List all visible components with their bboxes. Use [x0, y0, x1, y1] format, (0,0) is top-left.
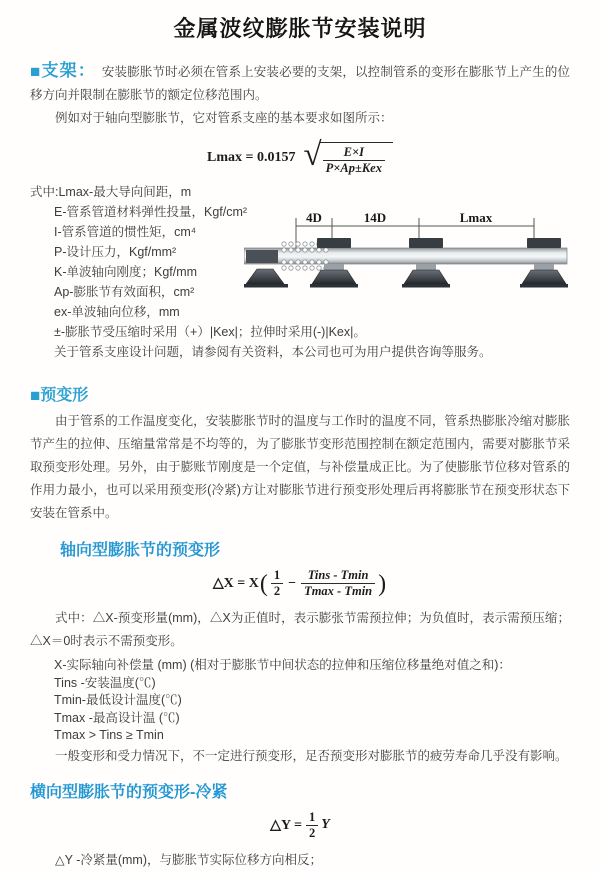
axial-explain: 式中：△X-预变形量(mm)，△X为正值时，表示膨张节需预拉伸；为负值时，表示需预压缩；△X＝0时表示不需预变形。 [30, 611, 570, 648]
formula-lmax-denominator: P×Ap±Kex [323, 160, 385, 176]
predeform-paragraph: 由于管系的工作温度变化，安装膨胀节时的温度与工作时的温度不同，管系热膨胀冷缩对膨胀节产生的拉伸、压缩量常常是不均等的，为了膨胀节变形范围控制在额定范围内，需要对膨胀节采取预变形处理。另外，由于膨账节刚度是一个定值，与补偿量成正比。为了使膨胀节位移对管系的作用力最小，也可以采用预变形(冷紧)方让对膨胀节进行预变形处理后再将膨胀节在预变形状态下安装在管系中。 [30, 414, 570, 520]
half-numerator: 1 [273, 568, 281, 582]
formula-lmax-numerator: E×I [343, 145, 364, 159]
formula-dy-rhs: Y [321, 817, 330, 832]
heading-axial-predeform: 轴向型膨胀节的预变形 [60, 542, 221, 559]
formula-dx-lhs: △X = X [212, 576, 259, 591]
formula-delta-x [30, 568, 570, 599]
definition-item: I-管系管道的惯性矩，cm⁴ [54, 225, 197, 239]
axial-definition-item: Tmin-最低设计温度(℃) [54, 693, 182, 707]
formula-lmax [30, 137, 570, 176]
pipe-support-diagram [244, 212, 574, 302]
temp-denominator: Tmax - Tmin [301, 583, 375, 599]
axial-definition-item: Tins -安装温度(℃) [54, 675, 156, 690]
dim-label-4d: 4D [306, 212, 322, 225]
axial-definitions-block [30, 657, 570, 745]
definition-item: 关于管系支座设计问题，请参阅有关资料，本公司也可为用户提供咨询等服务。 [54, 345, 492, 359]
support-definitions-block [30, 182, 570, 372]
support-intro-text: 安装膨胀节时必须在管系上安装必要的支架，以控制管系的变形在膨胀节上产生的位移方向并限制在膨胀节的额定位移范围内。 [30, 65, 570, 102]
definition-item: ±-膨胀节受压缩时采用（+）|Kex|；拉伸时采用(-)|Kex|。 [54, 325, 366, 339]
section-marker-icon: ■ [30, 386, 41, 405]
formula-dy-lhs: △Y = [270, 817, 303, 833]
axial-definition-item: Tmax > Tins ≥ Tmin [54, 728, 164, 742]
section-support-title: 支架： [41, 61, 96, 80]
axial-definition-item: Tmax -最高设计温 (℃) [54, 710, 180, 725]
page-title: 金属波纹膨胀节安装说明 [173, 16, 427, 41]
sqrt-icon: √ [303, 137, 322, 173]
section-predeform-header [30, 382, 570, 406]
formula-delta-y [30, 810, 570, 841]
definition-item: ex-单波轴向位移，mm [54, 305, 180, 319]
support-intro-paragraph [30, 59, 570, 107]
half-denominator: 2 [271, 583, 283, 599]
definition-item: P-设计压力，Kgf/mm² [54, 245, 177, 259]
axial-definition-item: X-实际轴向补偿量 (mm) (相对于膨胀节中间状态的拉伸和压缩位移量绝对值之和)： [54, 658, 511, 672]
dim-label-lmax: Lmax [459, 212, 493, 225]
close-paren: ) [378, 570, 387, 597]
radical-sign [303, 137, 393, 176]
section-predeform-title: 预变形 [40, 387, 89, 404]
temp-numerator: Tins - Tmin [307, 568, 369, 582]
dim-label-14d: 14D [363, 212, 387, 225]
definition-item: E-管系管道材料弹性投量，Kgf/cm² [54, 205, 248, 219]
minus-sign: − [288, 575, 297, 591]
open-paren: ( [259, 570, 268, 597]
lateral-note: △Y -冷紧量(mm)，与膨胀节实际位移方向相反； [55, 852, 323, 867]
heading-lateral-predeform: 横向型膨胀节的预变形-冷紧 [30, 783, 228, 801]
definition-item: 式中:Lmax-最大导向间距，m [30, 185, 192, 199]
dy-numerator: 1 [309, 809, 316, 824]
support-example-line: 例如对于轴向型膨胀节，它对管系支座的基本要求如图所示： [55, 111, 393, 125]
formula-lmax-lhs: Lmax = 0.0157 [207, 150, 296, 165]
dy-denominator: 2 [306, 825, 318, 841]
definition-item: K-单波轴向刚度；Kgf/mm [54, 265, 198, 279]
section-support-header [30, 61, 96, 80]
section-marker-icon: ■ [30, 62, 42, 81]
definition-item: Ap-膨胀节有效面积，cm² [54, 285, 195, 299]
axial-note: 一般变形和受力情况下，不一定进行预变形，足否预变形对膨胀节的疲劳寿命几乎没有影响。 [55, 748, 568, 763]
